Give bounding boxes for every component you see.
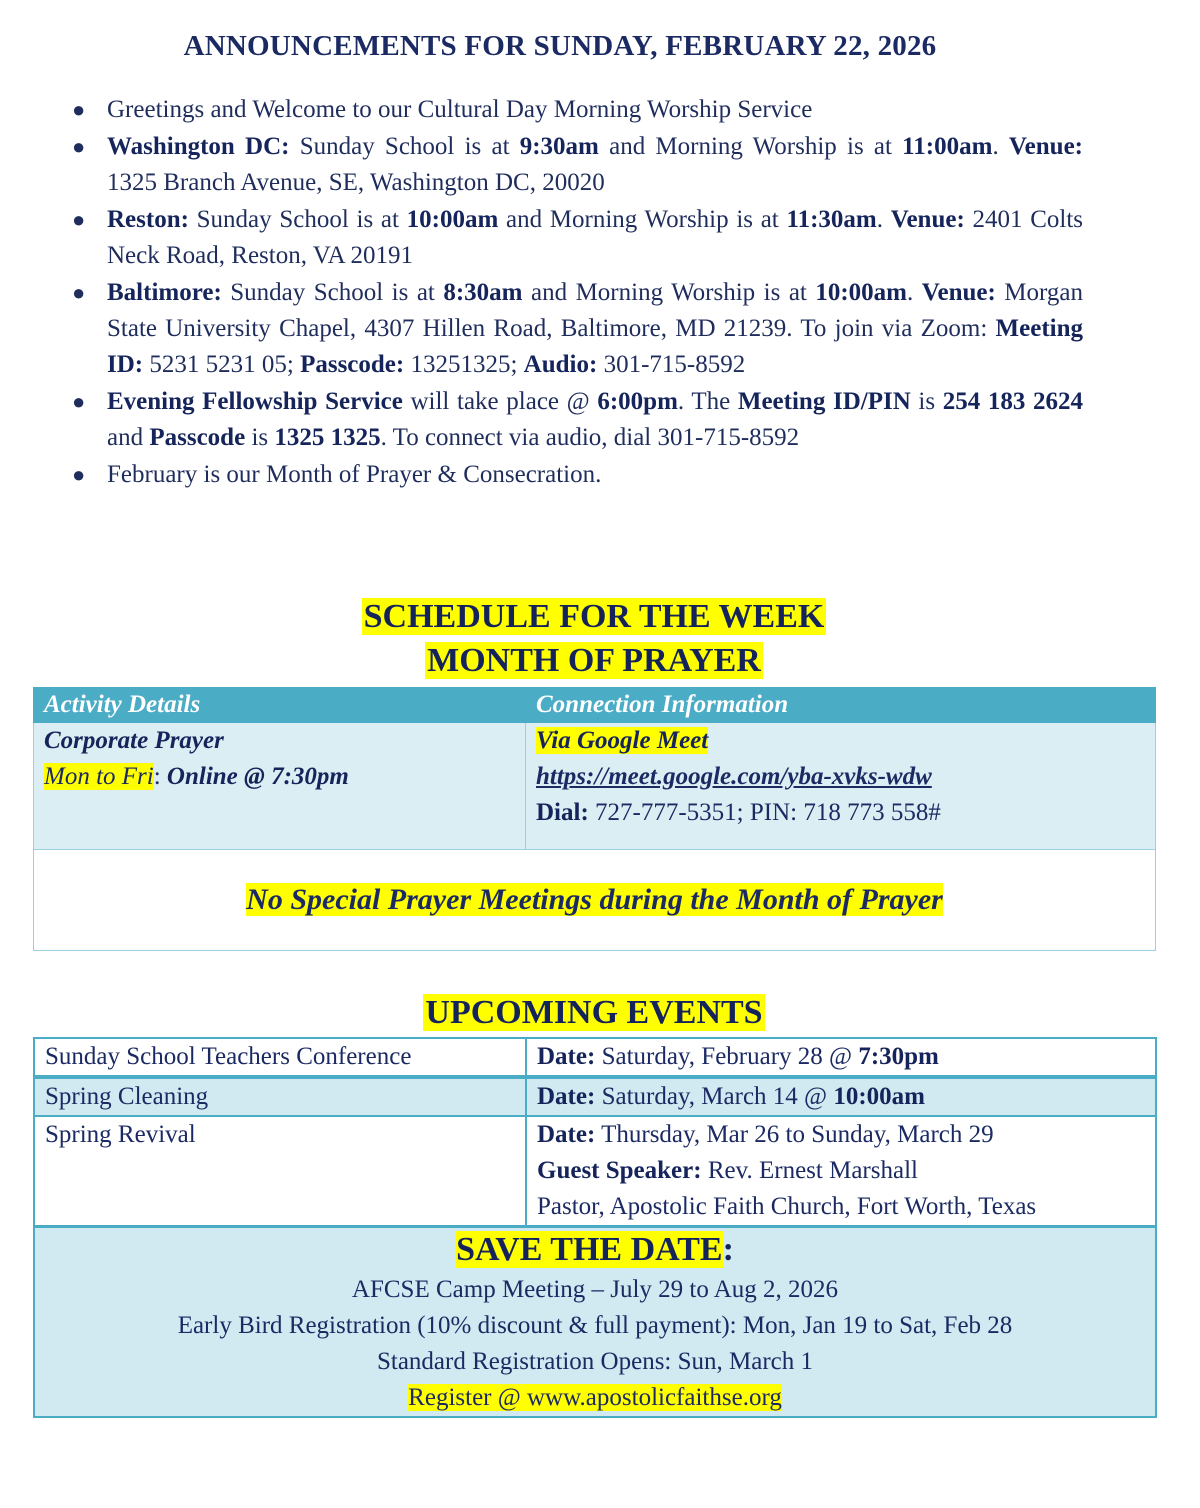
table-row — [34, 850, 1156, 951]
bullet-icon: ● — [72, 207, 86, 232]
list-item: ● Reston: Sunday School is at 10:00am and Morning Worship is at 11:30am. Venue: 2401 Colts Neck Road, Reston, VA 20191 — [68, 202, 1083, 274]
save-the-date-row — [34, 1227, 1156, 1418]
speaker-detail: Pastor, Apostolic Faith Church, Fort Worth, Texas — [537, 1193, 1037, 1220]
bullet-icon: ● — [72, 462, 86, 487]
event-name: Sunday School Teachers Conference — [34, 1038, 526, 1077]
bullet-icon: ● — [72, 134, 86, 159]
list-item: ● February is our Month of Prayer & Consecration. — [68, 457, 1083, 493]
page-title: ANNOUNCEMENTS FOR SUNDAY, FEBRUARY 22, 2026 — [183, 30, 937, 62]
list-item: ● Evening Fellowship Service will take place @ 6:00pm. The Meeting ID/PIN is 254 183 2624 and Passcode is 1325 1325. To connect via audio, dial 301-715-8592 — [68, 384, 1083, 456]
list-item: ● Washington DC: Sunday School is at 9:30am and Morning Worship is at 11:00am. Venue: 1325 Branch Avenue, SE, Washington DC, 20020 — [68, 129, 1083, 201]
event-name: Spring Revival — [34, 1116, 526, 1227]
schedule-header-row — [34, 688, 1156, 723]
bullet-icon: ● — [72, 389, 86, 414]
activity-time: Online @ 7:30pm — [166, 763, 349, 790]
event-name: Spring Cleaning — [34, 1077, 526, 1116]
connection-via: Via Google Meet — [536, 727, 709, 754]
register-link[interactable]: Register @ www.apostolicfaithse.org — [408, 1384, 782, 1411]
column-header: Activity Details — [34, 688, 526, 723]
column-header: Connection Information — [526, 688, 1156, 723]
early-bird-line: Early Bird Registration (10% discount & full payment): Mon, Jan 19 to Sat, Feb 28 — [177, 1312, 1013, 1339]
activity-days: Mon to Fri — [44, 763, 154, 790]
table-row — [34, 1038, 1156, 1077]
connection-cell: Via Google Meet https://meet.google.com/yba-xvks-wdw Dial: 727-777-5351; PIN: 718 773 558# — [526, 723, 1156, 850]
table-row — [34, 723, 1156, 850]
event-date: Date: Saturday, March 14 @ 10:00am — [526, 1077, 1156, 1116]
table-row — [34, 1116, 1156, 1227]
event-date: Date: Thursday, Mar 26 to Sunday, March 29 Guest Speaker: Rev. Ernest Marshall Pastor, Apostolic Faith Church, Fort Worth, Texas — [526, 1116, 1156, 1227]
table-row — [34, 1077, 1156, 1116]
activity-name: Corporate Prayer — [44, 727, 224, 754]
events-title: UPCOMING EVENTS — [425, 994, 763, 1031]
schedule-table — [33, 687, 1156, 951]
notice-text: No Special Prayer Meetings during the Month of Prayer — [246, 883, 943, 916]
list-item: ● Baltimore: Sunday School is at 8:30am and Morning Worship is at 10:00am. Venue: Morgan State University Chapel, 4307 Hillen Road, Baltimore, MD 21239. To join via Zoom: Meeting ID: 5231 5231 05; Passcode: 13251325; Audio: 301-715-8592 — [68, 275, 1083, 383]
google-meet-link[interactable]: https://meet.google.com/yba-xvks-wdw — [536, 763, 932, 790]
standard-registration-line: Standard Registration Opens: Sun, March 1 — [376, 1348, 814, 1375]
save-the-date-title: SAVE THE DATE: — [456, 1231, 734, 1268]
list-item: ● Greetings and Welcome to our Cultural Day Morning Worship Service — [68, 92, 1083, 128]
bullet-icon: ● — [72, 97, 86, 122]
camp-meeting-line: AFCSE Camp Meeting – July 29 to Aug 2, 2026 — [351, 1276, 839, 1303]
schedule-title: SCHEDULE FOR THE WEEK MONTH OF PRAYER — [363, 598, 825, 679]
save-the-date-cell — [34, 1227, 1156, 1418]
bullet-icon: ● — [72, 280, 86, 305]
event-date: Date: Saturday, February 28 @ 7:30pm — [526, 1038, 1156, 1077]
dial-info: 727-777-5351; PIN: 718 773 558# — [588, 799, 941, 826]
activity-cell: Corporate Prayer Mon to Fri: Online @ 7:30pm — [34, 723, 526, 850]
notice-cell — [34, 850, 1156, 951]
announcements-list — [68, 92, 1083, 494]
events-table — [33, 1037, 1157, 1418]
